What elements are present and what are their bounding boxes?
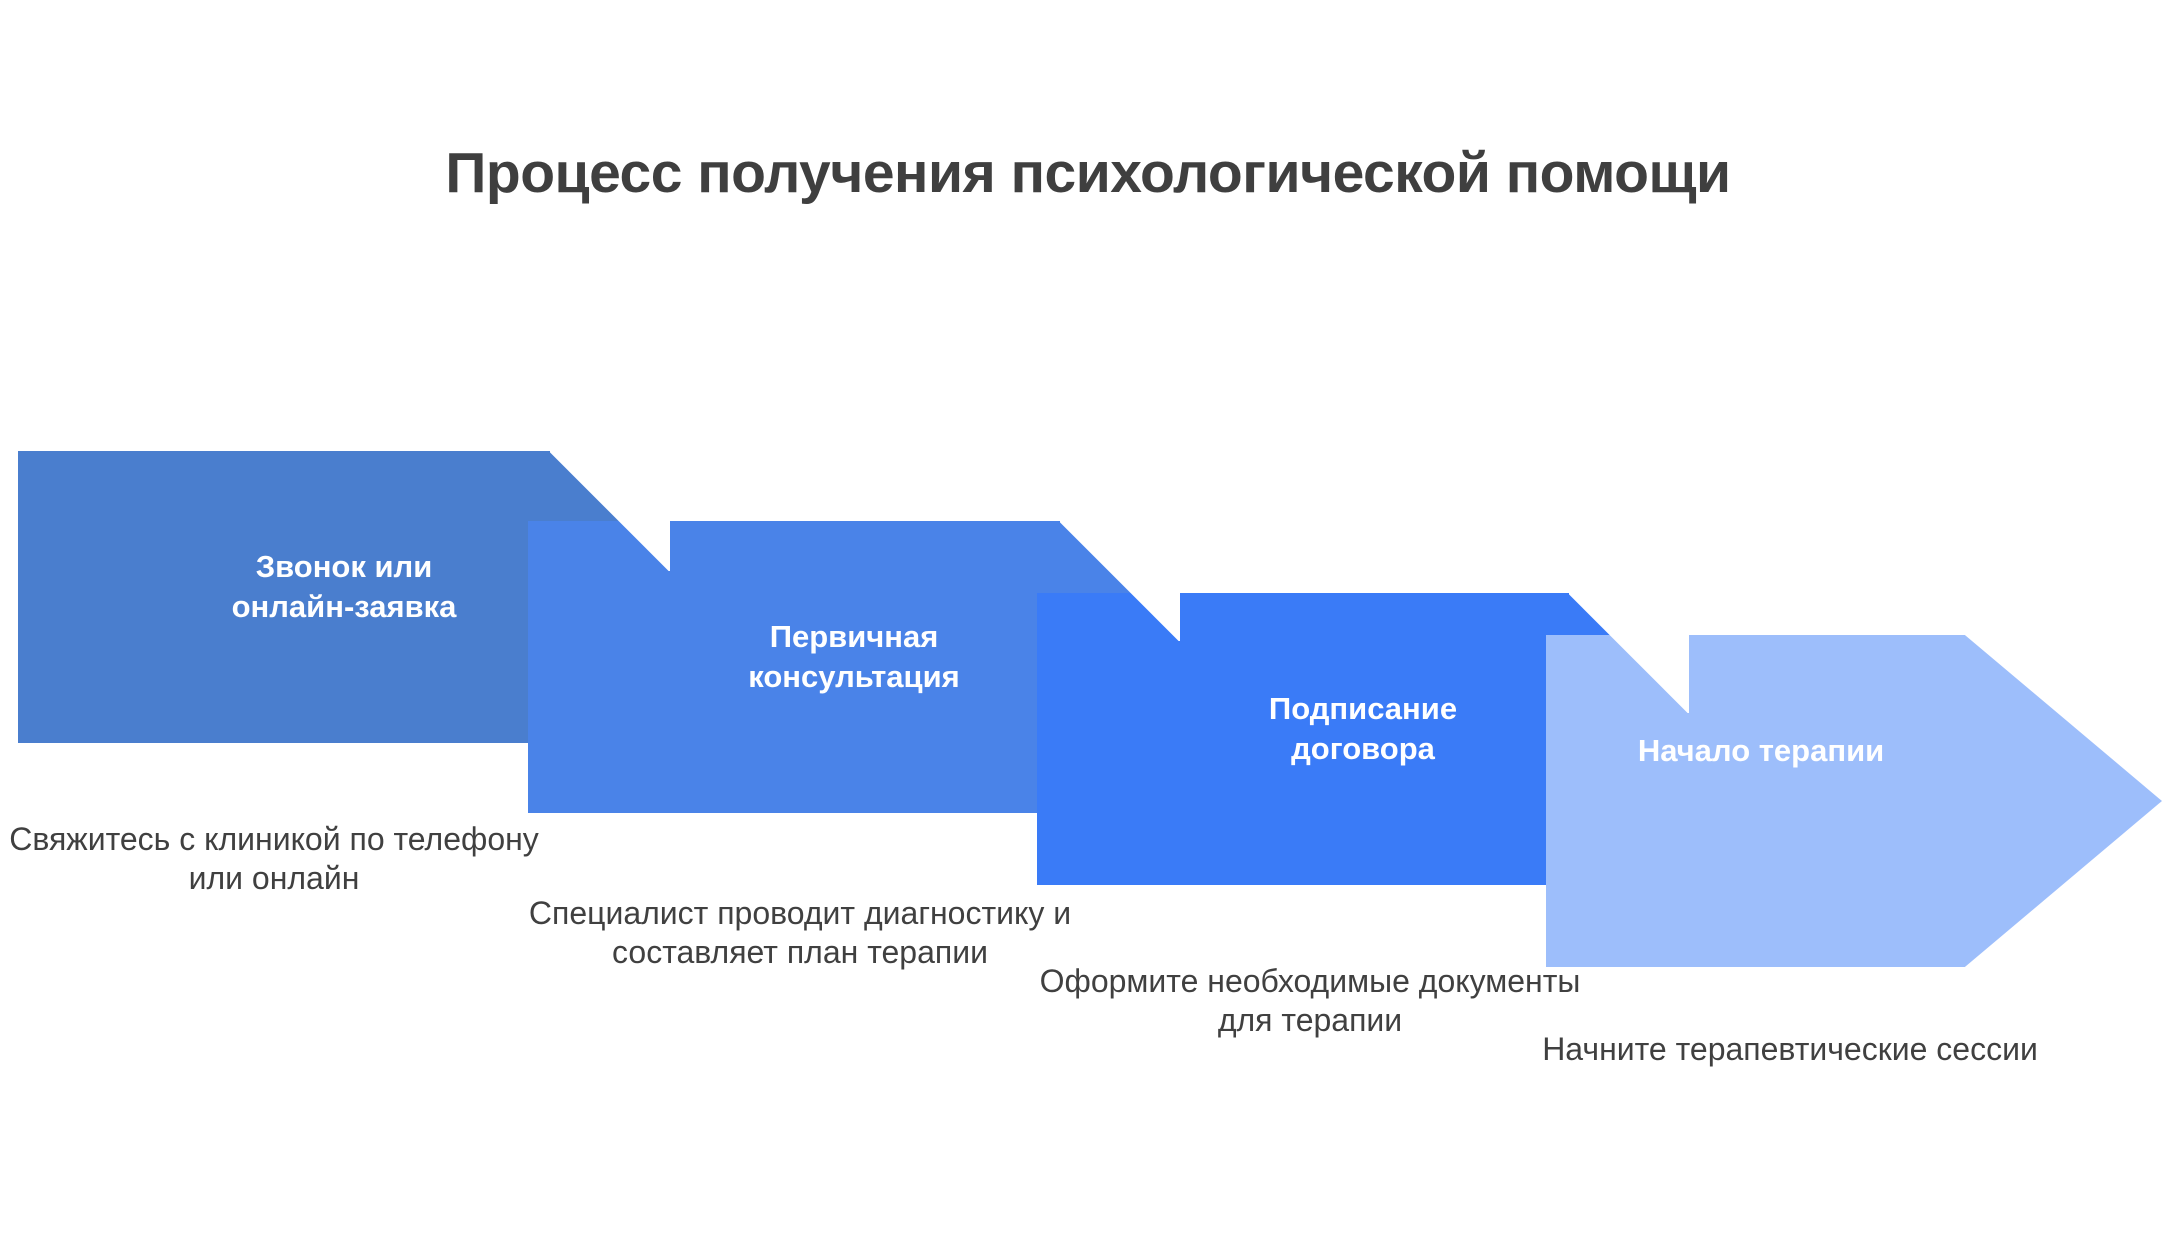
process-step-2-description: Специалист проводит диагностику и составляет план терапии	[528, 895, 1072, 971]
process-step-3-label-line1: Подписание	[1268, 691, 1458, 726]
process-step-1-label-line2: онлайн-заявка	[231, 588, 457, 624]
process-step-3-label-line2: договора	[1291, 730, 1435, 766]
process-step-2-label-line2: консультация	[748, 658, 960, 694]
process-step-1-description: Свяжитесь с клиникой по телефону или онлайн	[9, 821, 539, 897]
process-step-2-label-line1: Первичная	[769, 619, 939, 654]
process-step-2-label	[528, 617, 1180, 696]
process-step-1-label-line1: Звонок или	[255, 549, 433, 584]
process-step-4-label-line1: Начало терапии	[1637, 733, 1885, 768]
process-step-1-label	[18, 547, 670, 626]
process-step-3-description: Оформите необходимые документы для терапии	[1039, 963, 1581, 1039]
process-step-4-description: Начните терапевтические сессии	[1542, 1031, 2038, 1067]
page-title: Процесс получения психологической помощи	[445, 141, 1731, 205]
process-step-4-label	[1546, 731, 1976, 771]
